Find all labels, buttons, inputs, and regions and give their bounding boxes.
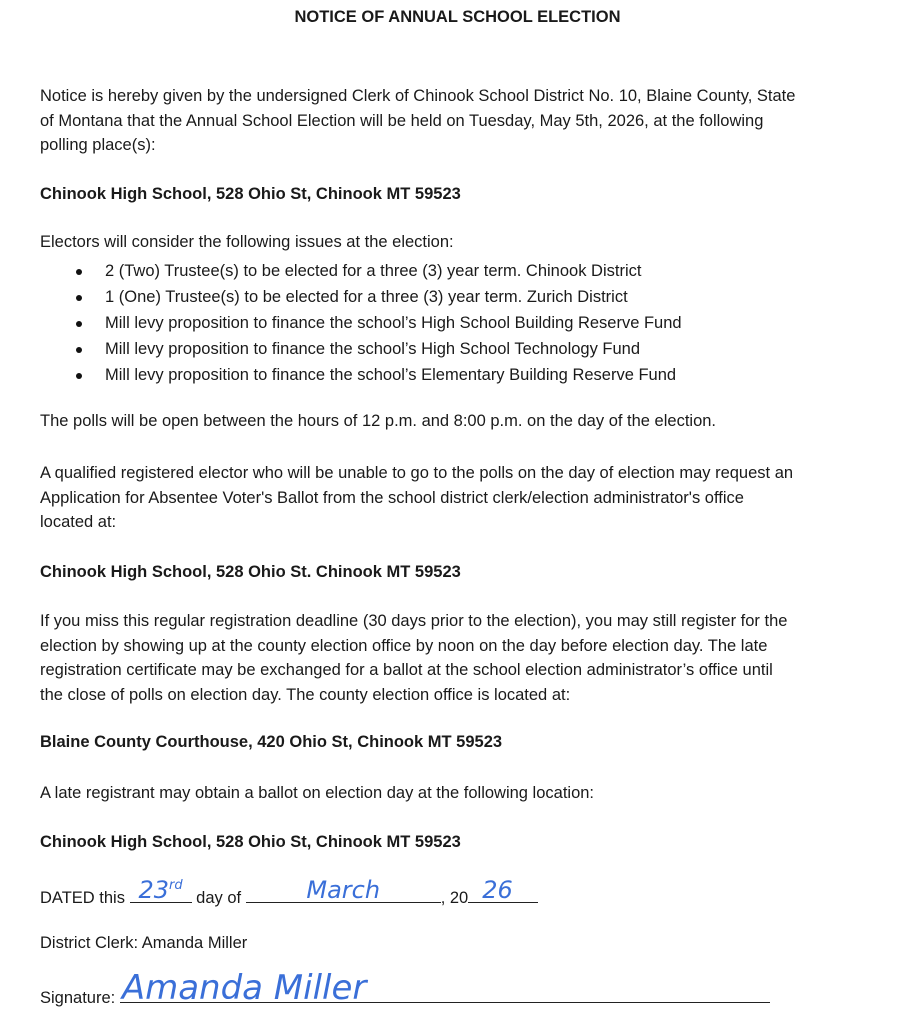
clerk-name: Amanda Miller <box>141 934 248 952</box>
text-line: If you miss this regular registration deadline (30 days prior to the election), you may still register for the <box>40 612 788 630</box>
dated-line <box>40 876 538 908</box>
absentee-paragraph <box>40 461 793 535</box>
signature-line <box>40 968 770 1008</box>
dated-label: DATED this <box>40 889 125 907</box>
signature-label: Signature: <box>40 989 116 1007</box>
handwritten-signature: Amanda Miller <box>121 968 367 1008</box>
day-suffix: rd <box>169 878 183 893</box>
text-line: located at: <box>40 513 117 531</box>
text-line: polling place(s): <box>40 136 156 154</box>
year-value: 26 <box>482 876 513 904</box>
polling-place: Chinook High School, 528 Ohio St, Chinook MT 59523 <box>40 185 461 203</box>
year-field <box>468 876 538 904</box>
text-line: of Montana that the Annual School Election will be held on Tuesday, May 5th, 2026, at the following <box>40 111 764 130</box>
list-item: 2 (Two) Trustee(s) to be elected for a three (3) year term. Chinook District <box>40 258 682 284</box>
absentee-location: Chinook High School, 528 Ohio St. Chinook MT 59523 <box>40 563 461 581</box>
late-ballot-intro: A late registrant may obtain a ballot on election day at the following location: <box>40 784 595 802</box>
county-office: Blaine County Courthouse, 420 Ohio St, Chinook MT 59523 <box>40 733 503 751</box>
clerk-label: District Clerk: <box>40 934 139 952</box>
text-line: Notice is hereby given by the undersigned Clerk of Chinook School District No. 10, Blaine County, State <box>40 87 796 105</box>
clerk-line <box>40 934 247 953</box>
year-prefix: , 20 <box>440 889 469 907</box>
text-line: A qualified registered elector who will be unable to go to the polls on the day of election may request an <box>40 464 794 482</box>
text-line: Application for Absentee Voter's Ballot from the school district clerk/election administrator's office <box>40 488 744 507</box>
text-line: registration certificate may be exchanged for a ballot at the school election administrator’s office until <box>40 661 773 679</box>
signature-field <box>120 968 770 1008</box>
issues-list <box>40 258 682 388</box>
month-value: March <box>306 876 381 904</box>
page-title: NOTICE OF ANNUAL SCHOOL ELECTION <box>294 8 621 26</box>
text-line: election by showing up at the county election office by noon on the day before election day. The late <box>40 636 768 655</box>
issues-intro: Electors will consider the following issues at the election: <box>40 233 454 251</box>
list-item: Mill levy proposition to finance the school’s High School Building Reserve Fund <box>40 310 682 336</box>
polls-hours: The polls will be open between the hours of 12 p.m. and 8:00 p.m. on the day of the election. <box>40 412 717 430</box>
late-registration-paragraph <box>40 609 787 707</box>
day-of-label: day of <box>196 889 242 907</box>
list-item: Mill levy proposition to finance the school’s High School Technology Fund <box>40 336 682 362</box>
intro-paragraph <box>40 84 795 158</box>
late-ballot-location: Chinook High School, 528 Ohio St, Chinook MT 59523 <box>40 833 461 851</box>
day-field <box>130 876 192 904</box>
month-field <box>246 876 441 904</box>
text-line: the close of polls on election day. The county election office is located at: <box>40 685 571 704</box>
day-value: 23 <box>138 876 170 904</box>
list-item: 1 (One) Trustee(s) to be elected for a three (3) year term. Zurich District <box>40 284 682 310</box>
list-item: Mill levy proposition to finance the school’s Elementary Building Reserve Fund <box>40 362 682 388</box>
